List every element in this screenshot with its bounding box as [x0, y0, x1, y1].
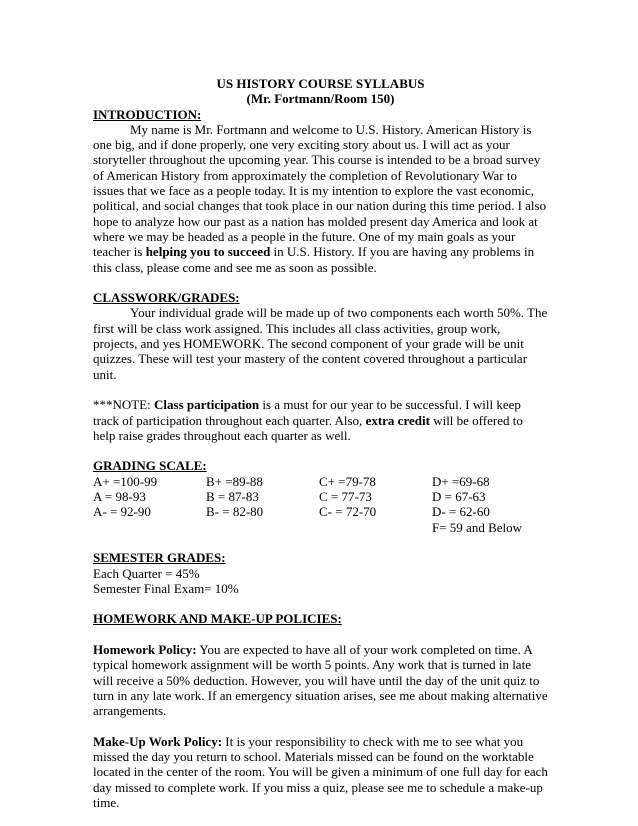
grade-cell — [206, 520, 319, 535]
homework-policy-label: Homework Policy: — [93, 641, 197, 657]
policies-heading: HOMEWORK AND MAKE-UP POLICIES: — [93, 611, 342, 627]
grade-cell — [319, 520, 432, 535]
grade-cell — [93, 520, 206, 535]
grade-cell: A = 98-93 — [93, 489, 146, 505]
homework-policy-text: You are expected to have all of your work completed on time. A typical homework assignment will be worth 5 points. Any work that is turned in late will receive a 50% deduction. However, you will have until the day of the unit quiz to turn in any late work. If an emergency situation arises, see me about making alternative arrangements. — [93, 641, 548, 719]
grading-scale-heading: GRADING SCALE: — [93, 458, 207, 474]
spacer — [93, 443, 548, 458]
homework-policy-paragraph — [93, 642, 548, 718]
note-text-3: will be offered to help raise grades throughout each quarter as well. — [93, 412, 523, 443]
grade-cell: F= 59 and Below — [432, 519, 523, 535]
grade-cell: D+ =69-68 — [432, 473, 490, 489]
grade-row — [93, 474, 548, 489]
grade-cell: D- = 62-60 — [432, 504, 490, 520]
grade-cell: C = 77-73 — [319, 489, 372, 505]
note-text-1: ***NOTE: — [93, 397, 155, 413]
grade-cell: C- = 72-70 — [319, 504, 377, 520]
introduction-bold-text: helping you to succeed — [145, 244, 271, 260]
semester-line-final: Semester Final Exam= 10% — [93, 580, 239, 596]
introduction-paragraph — [93, 122, 548, 275]
spacer — [93, 275, 548, 290]
grade-cell: C+ =79-78 — [319, 473, 376, 489]
grade-cell: A+ =100-99 — [93, 473, 158, 489]
grade-row — [93, 504, 548, 519]
grade-row — [93, 520, 548, 535]
note-text-2: is a must for our year to be successful. I will keep track of participation throughout each quarter. Also, — [93, 397, 521, 428]
grade-cell: B+ =89-88 — [206, 473, 263, 489]
grade-cell: A- = 92-90 — [93, 504, 151, 520]
spacer — [93, 596, 548, 611]
grade-cell: B = 87-83 — [206, 489, 259, 505]
grade-row — [93, 489, 548, 504]
classwork-heading: CLASSWORK/GRADES: — [93, 290, 240, 306]
semester-line-quarter: Each Quarter = 45% — [93, 565, 200, 581]
spacer — [93, 535, 548, 550]
note-bold-1: Class participation — [154, 397, 260, 413]
semester-grades-heading: SEMESTER GRADES: — [93, 550, 226, 566]
spacer — [93, 718, 548, 733]
grading-scale-table — [93, 474, 548, 535]
note-bold-2: extra credit — [365, 412, 430, 428]
note-paragraph — [93, 397, 548, 443]
introduction-text-2: in U.S. History. If you are having any problems in this class, please come and see me as soon as possible. — [93, 244, 535, 275]
grade-cell: D = 67-63 — [432, 489, 486, 505]
spacer — [93, 382, 548, 397]
introduction-heading: INTRODUCTION: — [93, 106, 202, 122]
classwork-paragraph: Your individual grade will be made up of two components each worth 50%. The first will be class work assigned. This includes all class activities, group work, projects, and yes HOMEWORK. The second component of your grade will be unit quizzes. These will test your mastery of the content covered throughout a particular unit. — [93, 305, 548, 382]
makeup-policy-paragraph — [93, 734, 548, 810]
document-title: US HISTORY COURSE SYLLABUS — [216, 76, 425, 91]
introduction-text-1: My name is Mr. Fortmann and welcome to U.S. History. American History is one big, and if done properly, one very exciting story about us. I will act as your storyteller throughout the upcoming year. This course is intended to be a broad survey of American History from approximately the completion of Revolutionary War to issues that we face as a people today. It is my intention to explore the vast economic, political, and social changes that took place in our nation during this time period. I also hope to analyze how our past as a nation has molded present day America and look at where we may be headed as a people in the future. One of my main goals as your teacher is — [93, 121, 547, 260]
grade-cell: B- = 82-80 — [206, 504, 264, 520]
document-subtitle: (Mr. Fortmann/Room 150) — [246, 91, 395, 107]
spacer — [93, 627, 548, 642]
makeup-policy-text: It is your responsibility to check with me to see what you missed the day you return to school. Materials missed can be found on the worktable located in the center of the room. You will be given a minimum of one full day for each day missed to complete work. If you miss a quiz, please see me to schedule a make-up time. — [93, 733, 548, 810]
makeup-policy-label: Make-Up Work Policy: — [93, 733, 223, 749]
